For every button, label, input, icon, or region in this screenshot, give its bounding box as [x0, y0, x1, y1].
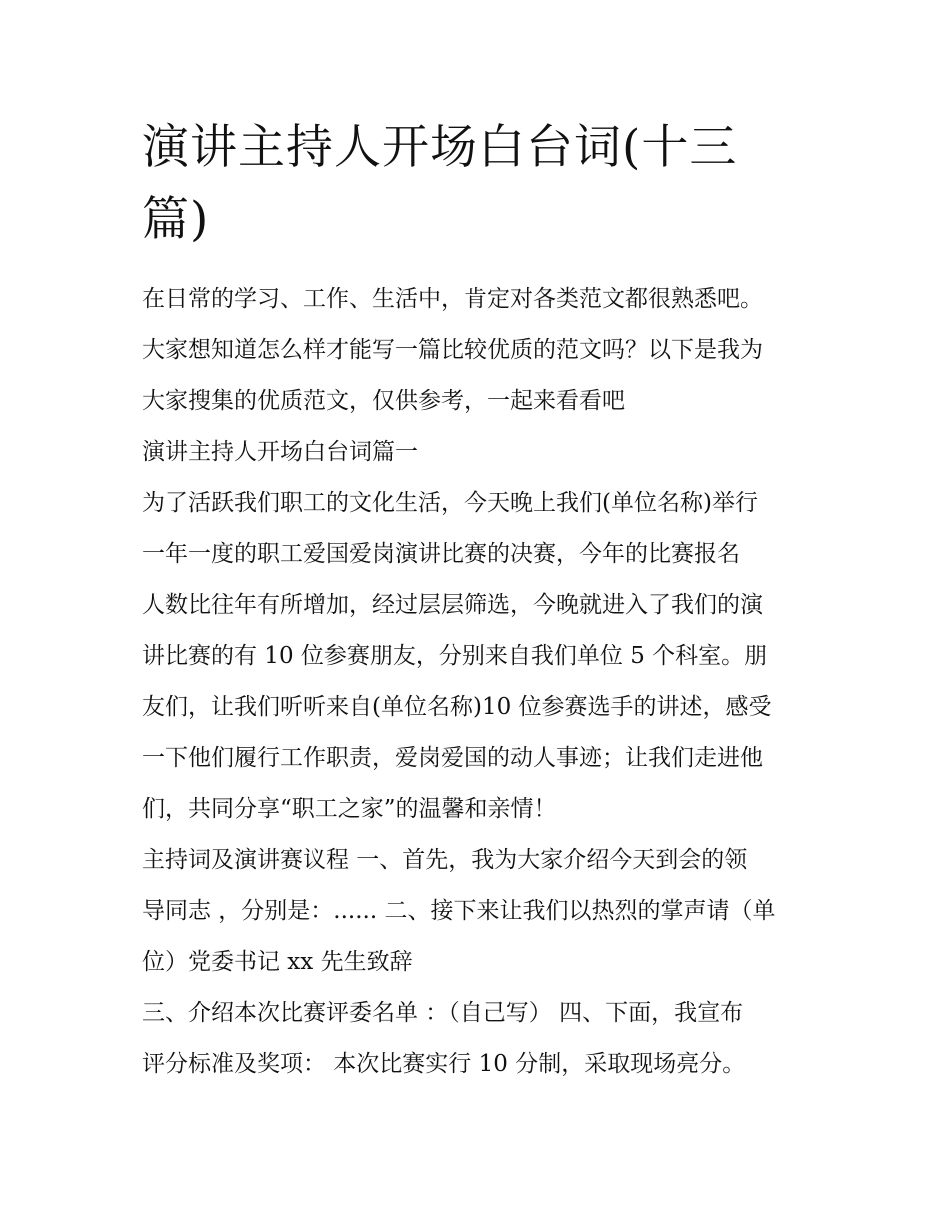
body-line: 评分标准及奖项： 本次比赛实行 10 分制，采取现场亮分。	[142, 1051, 746, 1077]
body-line: 位）党委书记 xx 先生致辞	[142, 949, 413, 975]
body-line: 们，共同分享“职工之家”的温馨和亲情！	[142, 796, 557, 822]
body-line: 一下他们履行工作职责，爱岗爱国的动人事迹；让我们走进他	[142, 745, 763, 771]
body-line: 主持词及演讲赛议程 一、首先，我为大家介绍今天到会的领	[142, 847, 748, 873]
body-line: 大家想知道怎么样才能写一篇比较优质的范文吗？以下是我为	[142, 337, 763, 363]
body-line: 在日常的学习、工作、生活中，肯定对各类范文都很熟悉吧。	[142, 286, 763, 312]
body-line: 为了活跃我们职工的文化生活，今天晚上我们(单位名称)举行	[142, 490, 758, 516]
body-line: 友们，让我们听听来自(单位名称)10 位参赛选手的讲述，感受	[142, 694, 772, 720]
body-line: 三、介绍本次比赛评委名单 ：（自己写） 四、下面，我宣布	[142, 1000, 744, 1026]
title-line: 篇)	[142, 192, 210, 247]
body-line: 大家搜集的优质范文，仅供参考，一起来看看吧	[142, 388, 625, 414]
body-line: 讲比赛的有 10 位参赛朋友，分别来自我们单位 5 个科室。朋	[142, 643, 768, 669]
body-line: 导同志 ，分别是：...... 二、接下来让我们以热烈的掌声请（单	[142, 898, 776, 924]
title-line: 演讲主持人开场白台词(十三	[142, 120, 738, 175]
document-body	[142, 274, 812, 1090]
body-line: 一年一度的职工爱国爱岗演讲比赛的决赛，今年的比赛报名	[142, 541, 740, 567]
document-title	[142, 112, 812, 256]
section-heading: 演讲主持人开场白台词篇一	[142, 439, 418, 465]
body-line: 人数比往年有所增加，经过层层筛选，今晚就进入了我们的演	[142, 592, 763, 618]
